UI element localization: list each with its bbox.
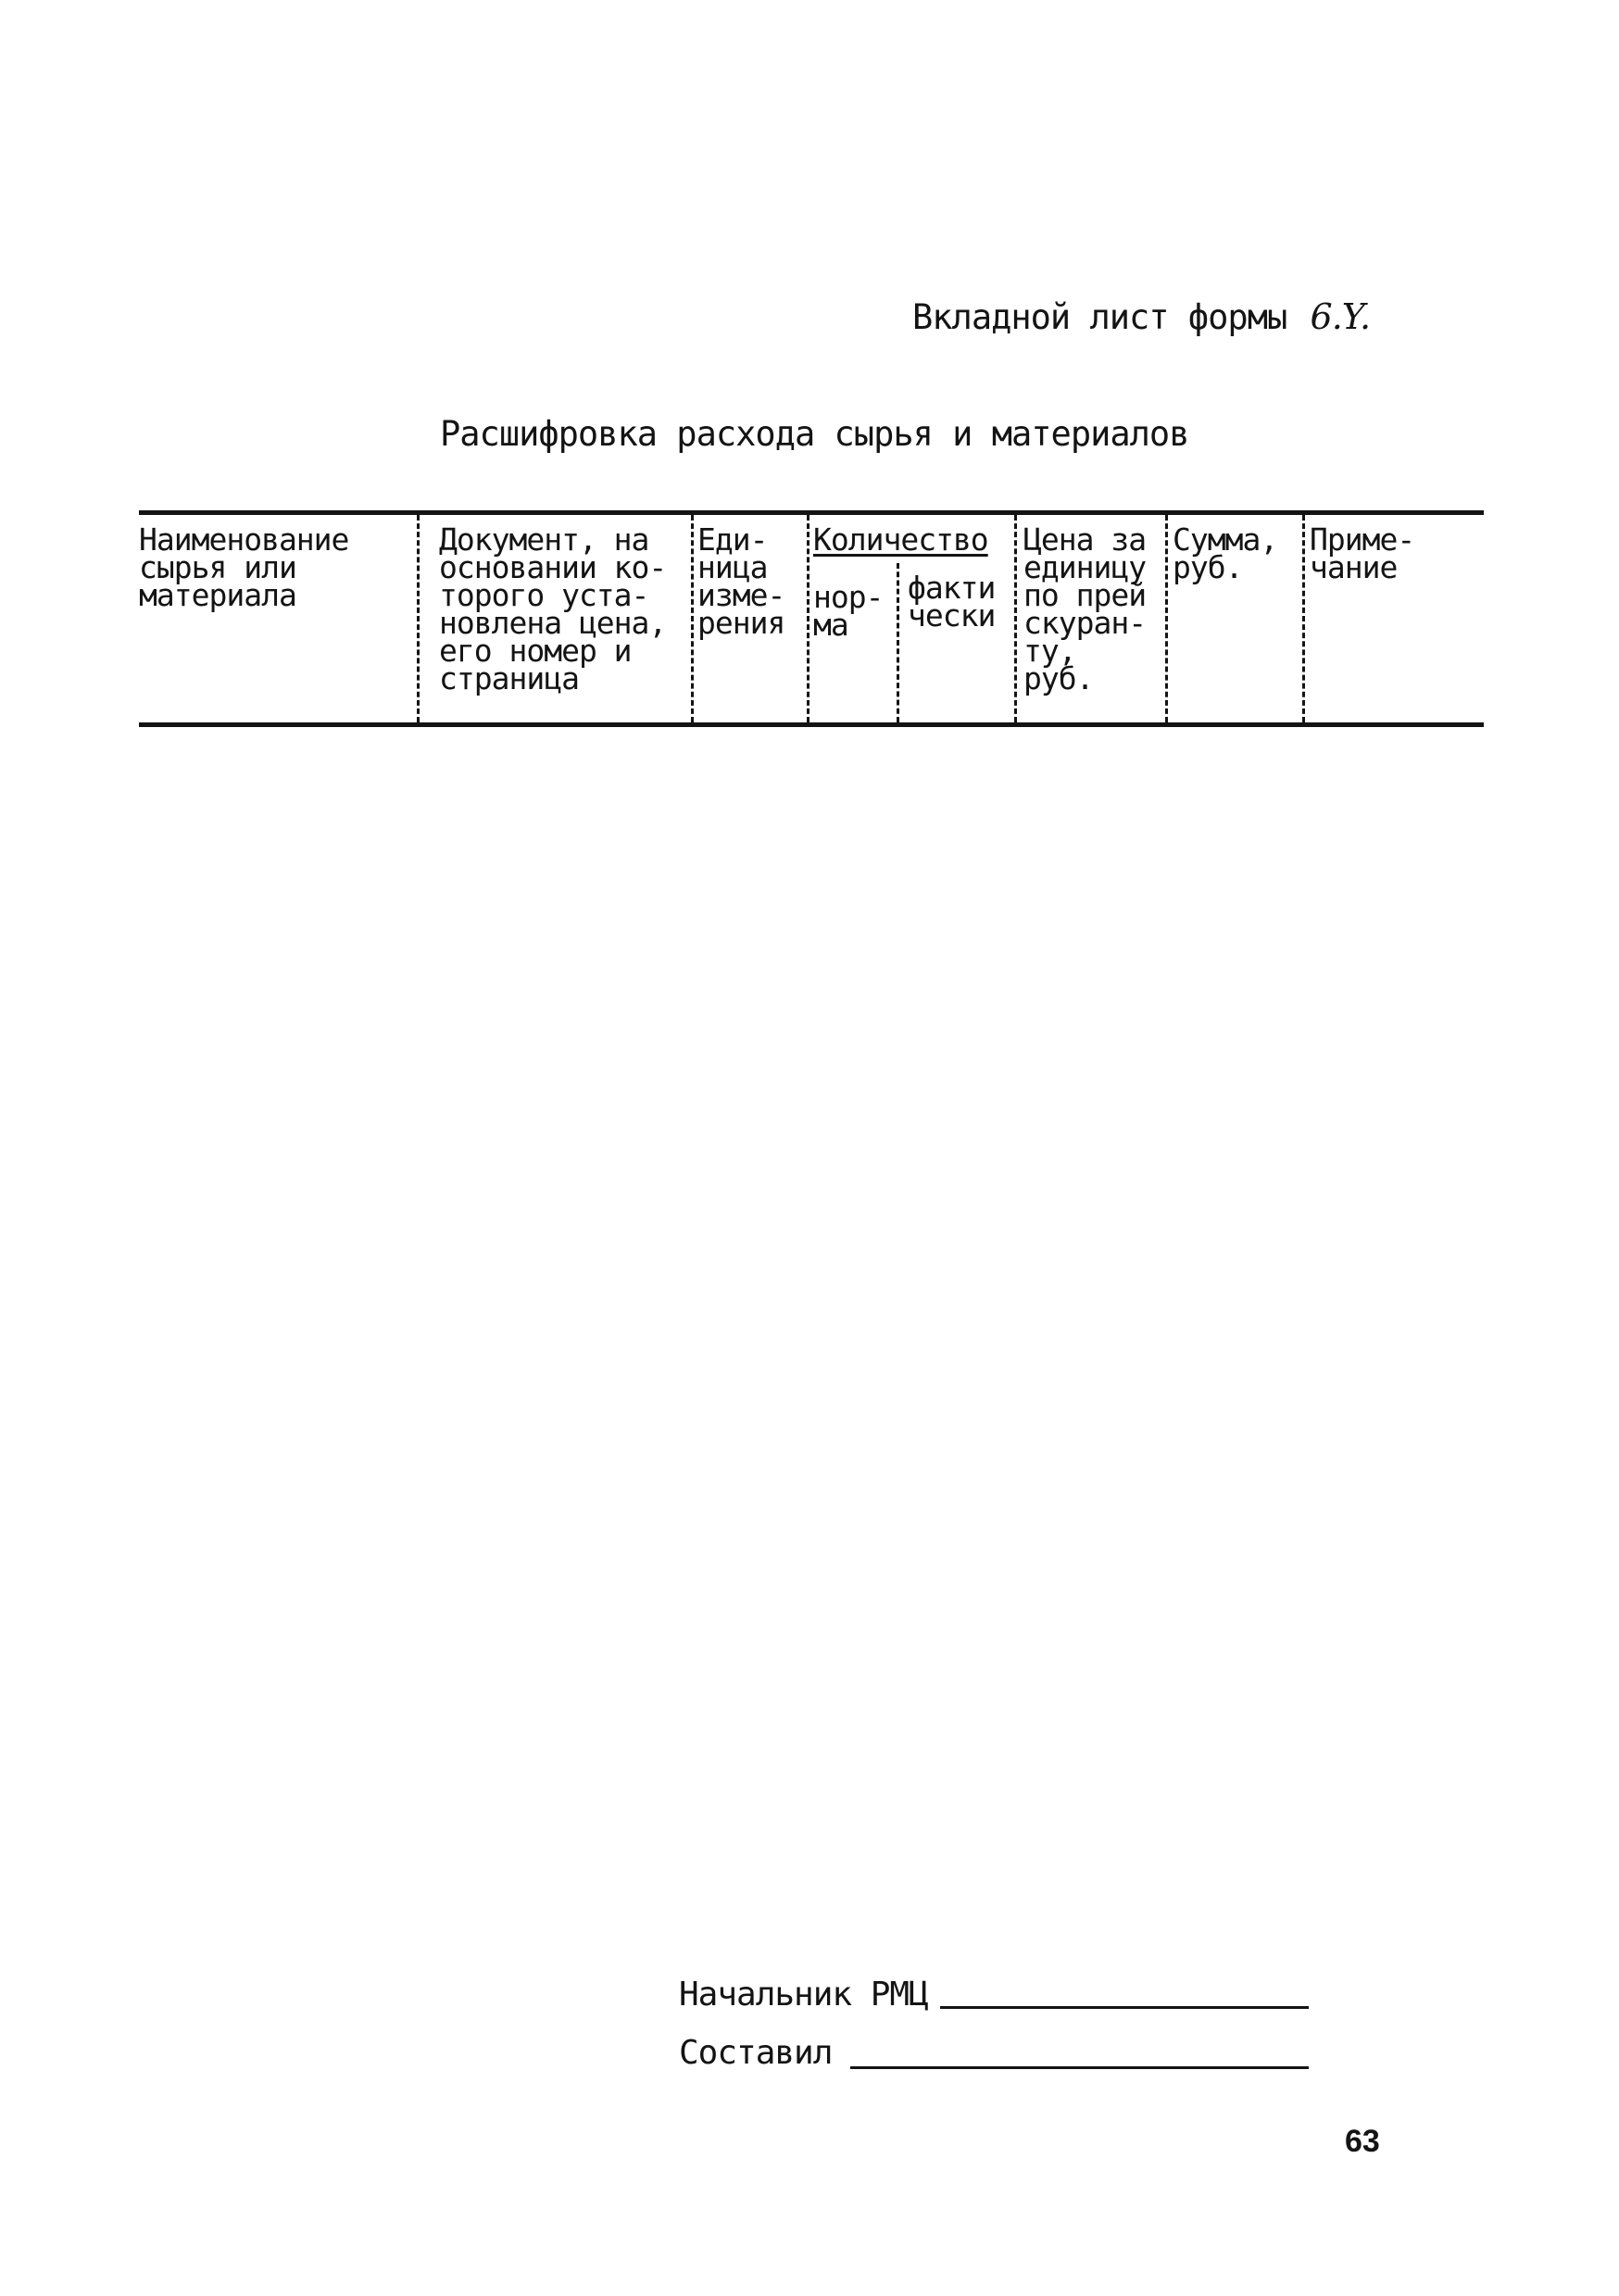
page-number: 63 (1345, 2124, 1380, 2159)
column-separator (691, 515, 694, 722)
signature-compiled-line[interactable] (850, 2066, 1309, 2069)
table-bottom-rule (139, 722, 1484, 727)
header-price: Цена за единицу по прей скуран- ту, руб. (1023, 521, 1147, 696)
page-title: Расшифровка расхода сырья и материалов (440, 414, 1189, 454)
header-actual: факти чески (908, 570, 996, 634)
header-quantity: Количество (813, 521, 988, 558)
insert-sheet-label (912, 296, 1370, 337)
column-separator (417, 515, 420, 722)
insert-label-text: Вкладной лист формы (912, 297, 1287, 337)
form-number: 6.Y. (1310, 296, 1371, 337)
table-top-rule (139, 510, 1484, 515)
column-separator (807, 515, 810, 722)
column-separator (1165, 515, 1168, 722)
column-separator (1302, 515, 1305, 722)
header-sum: Сумма, руб. (1173, 521, 1278, 585)
column-separator (897, 563, 899, 722)
header-unit: Еди- ница изме- рения (697, 521, 785, 641)
signature-chief-label: Начальник РМЦ (679, 1976, 928, 2014)
header-note: Приме- чание (1310, 521, 1415, 585)
header-norm: нор- ма (813, 579, 884, 643)
header-document: Документ, на основании ко- торого уста- новлена цена, его номер и страница (439, 521, 667, 696)
signature-chief-line[interactable] (940, 2006, 1309, 2009)
header-name: Наименование сырья или материала (139, 521, 349, 613)
signature-compiled-label: Составил (679, 2034, 833, 2072)
column-separator (1014, 515, 1017, 722)
